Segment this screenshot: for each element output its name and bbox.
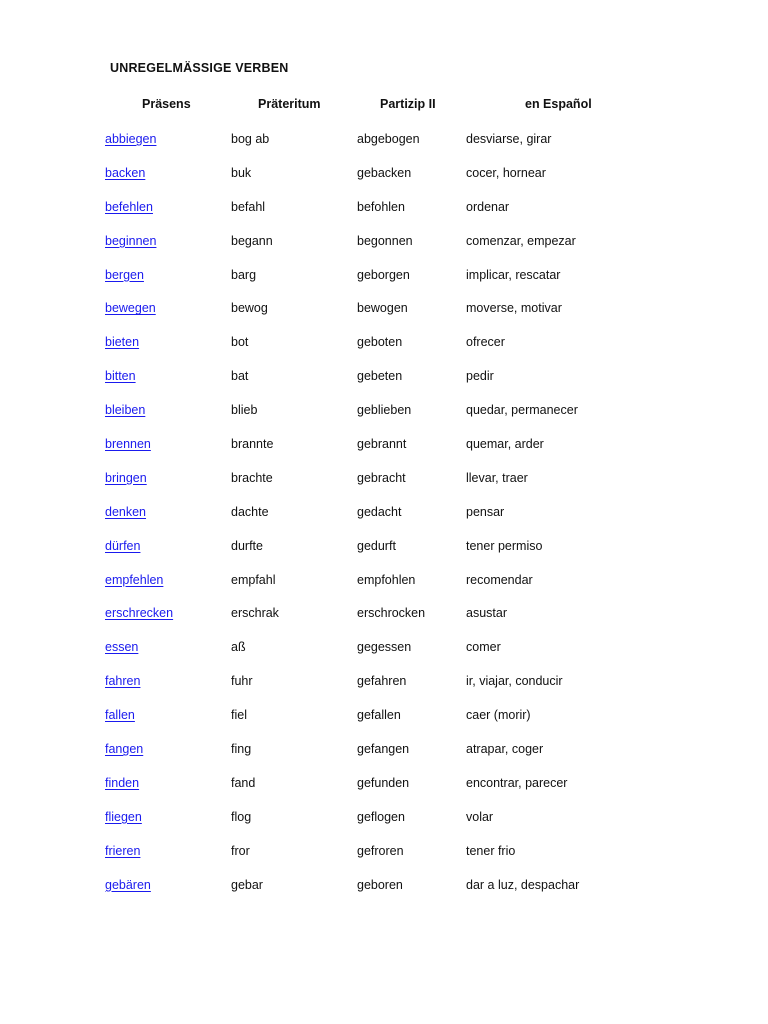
- cell-partizip: geflogen: [357, 809, 405, 824]
- table-row: [0, 200, 768, 234]
- header-partizip: Partizip II: [380, 97, 436, 111]
- cell-prateritum: brannte: [231, 437, 274, 452]
- cell-prasens: [105, 369, 136, 383]
- cell-partizip: gefunden: [357, 775, 410, 790]
- table-row: [0, 403, 768, 437]
- cell-prasens: [105, 776, 139, 790]
- verb-link[interactable]: bitten: [105, 369, 136, 384]
- cell-prasens: [105, 810, 142, 824]
- table-row: [0, 539, 768, 573]
- verb-link[interactable]: essen: [105, 640, 139, 655]
- verb-link[interactable]: fahren: [105, 674, 141, 689]
- cell-prasens: [105, 132, 156, 146]
- table-row: [0, 268, 768, 302]
- table-row: [0, 844, 768, 878]
- table-row: [0, 234, 768, 268]
- cell-partizip: gedacht: [357, 504, 402, 519]
- verb-link[interactable]: bringen: [105, 470, 147, 485]
- verb-link[interactable]: fliegen: [105, 809, 142, 824]
- cell-prateritum: fuhr: [231, 674, 253, 689]
- cell-espanol: volar: [466, 809, 494, 824]
- verb-link[interactable]: empfehlen: [105, 572, 164, 587]
- cell-prasens: [105, 606, 173, 620]
- verb-link[interactable]: brennen: [105, 437, 151, 452]
- cell-partizip: erschrocken: [357, 606, 426, 621]
- cell-prasens: [105, 539, 140, 553]
- cell-espanol: tener permiso: [466, 538, 543, 553]
- cell-prasens: [105, 573, 163, 587]
- cell-prateritum: fror: [231, 843, 250, 858]
- cell-partizip: abgebogen: [357, 132, 420, 146]
- table-row: [0, 573, 768, 607]
- verb-link[interactable]: beginnen: [105, 233, 157, 248]
- cell-prateritum: fand: [231, 775, 256, 790]
- cell-prasens: [105, 640, 138, 654]
- cell-partizip: begonnen: [357, 233, 413, 248]
- cell-espanol: caer (morir): [466, 708, 531, 723]
- table-row: [0, 606, 768, 640]
- cell-prateritum: empfahl: [231, 572, 276, 587]
- cell-partizip: gebracht: [357, 470, 406, 485]
- cell-prateritum: begann: [231, 233, 273, 248]
- cell-espanol: encontrar, parecer: [466, 775, 568, 790]
- table-row: [0, 132, 768, 166]
- cell-prasens: [105, 878, 151, 892]
- cell-partizip: gefangen: [357, 742, 410, 757]
- cell-prateritum: aß: [231, 640, 246, 655]
- cell-prateritum: gebar: [231, 877, 263, 892]
- table-row: [0, 369, 768, 403]
- table-row: [0, 742, 768, 776]
- cell-prasens: [105, 301, 156, 315]
- cell-prasens: [105, 335, 139, 349]
- cell-espanol: cocer, hornear: [466, 165, 546, 180]
- table-row: [0, 776, 768, 810]
- cell-prasens: [105, 437, 151, 451]
- cell-partizip: gegessen: [357, 640, 412, 655]
- header-prasens: Präsens: [142, 97, 191, 111]
- cell-prasens: [105, 403, 145, 417]
- cell-prateritum: blieb: [231, 403, 258, 418]
- cell-prateritum: erschrak: [231, 606, 279, 621]
- verb-link[interactable]: bieten: [105, 335, 140, 350]
- verb-link[interactable]: finden: [105, 775, 140, 790]
- cell-prasens: [105, 505, 146, 519]
- header-espanol: en Español: [525, 97, 592, 111]
- verb-link[interactable]: gebären: [105, 877, 151, 892]
- cell-prateritum: durfte: [231, 538, 263, 553]
- cell-partizip: befohlen: [357, 199, 405, 214]
- verb-link[interactable]: befehlen: [105, 199, 153, 214]
- verb-link[interactable]: bergen: [105, 267, 144, 282]
- cell-espanol: moverse, motivar: [466, 301, 562, 316]
- cell-espanol: llevar, traer: [466, 470, 528, 485]
- cell-partizip: empfohlen: [357, 572, 416, 587]
- cell-espanol: implicar, rescatar: [466, 267, 561, 282]
- cell-prasens: [105, 844, 140, 858]
- cell-partizip: gefahren: [357, 674, 407, 689]
- cell-partizip: gebrannt: [357, 437, 407, 452]
- cell-partizip: geborgen: [357, 267, 410, 282]
- cell-espanol: ofrecer: [466, 335, 505, 350]
- cell-espanol: dar a luz, despachar: [466, 877, 580, 892]
- verb-link[interactable]: frieren: [105, 843, 141, 858]
- cell-espanol: ordenar: [466, 199, 510, 214]
- cell-espanol: tener frio: [466, 843, 516, 858]
- table-row: [0, 505, 768, 539]
- cell-prateritum: fiel: [231, 708, 247, 723]
- cell-prasens: [105, 234, 156, 248]
- cell-prasens: [105, 471, 147, 485]
- verb-link[interactable]: fangen: [105, 742, 144, 757]
- cell-espanol: atrapar, coger: [466, 742, 544, 757]
- cell-partizip: gedurft: [357, 538, 396, 553]
- cell-partizip: gefroren: [357, 843, 404, 858]
- cell-partizip: geboren: [357, 877, 403, 892]
- cell-prateritum: befahl: [231, 199, 266, 214]
- cell-espanol: recomendar: [466, 572, 533, 587]
- verb-table: [0, 132, 768, 911]
- cell-partizip: geboten: [357, 335, 403, 350]
- verb-link[interactable]: fallen: [105, 708, 135, 723]
- cell-prateritum: bat: [231, 369, 249, 384]
- table-row: [0, 708, 768, 742]
- cell-espanol: ir, viajar, conducir: [466, 674, 563, 689]
- cell-espanol: asustar: [466, 606, 507, 621]
- cell-espanol: pensar: [466, 504, 505, 519]
- cell-partizip: gebeten: [357, 369, 403, 384]
- cell-partizip: gefallen: [357, 708, 401, 723]
- cell-prasens: [105, 268, 144, 282]
- cell-prasens: [105, 674, 140, 688]
- cell-prateritum: fing: [231, 742, 252, 757]
- cell-prasens: [105, 708, 135, 722]
- cell-espanol: pedir: [466, 369, 494, 384]
- cell-partizip: gebacken: [357, 165, 412, 180]
- verb-link[interactable]: abbiegen: [105, 132, 157, 146]
- cell-prateritum: brachte: [231, 470, 273, 485]
- cell-partizip: geblieben: [357, 403, 412, 418]
- cell-partizip: bewogen: [357, 301, 408, 316]
- verb-link[interactable]: denken: [105, 504, 147, 519]
- cell-espanol: desviarse, girar: [466, 132, 552, 146]
- cell-espanol: quemar, arder: [466, 437, 544, 452]
- document-title: UNREGELMÄSSIGE VERBEN: [110, 61, 289, 75]
- table-row: [0, 335, 768, 369]
- cell-prateritum: barg: [231, 267, 257, 282]
- table-row: [0, 437, 768, 471]
- verb-link[interactable]: backen: [105, 165, 146, 180]
- cell-prasens: [105, 166, 145, 180]
- cell-prateritum: bewog: [231, 301, 268, 316]
- verb-link[interactable]: dürfen: [105, 538, 141, 553]
- table-row: [0, 674, 768, 708]
- table-row: [0, 301, 768, 335]
- table-row: [0, 166, 768, 200]
- cell-prateritum: buk: [231, 165, 252, 180]
- verb-link[interactable]: bleiben: [105, 403, 146, 418]
- header-prateritum: Präteritum: [258, 97, 321, 111]
- table-row: [0, 640, 768, 674]
- cell-prasens: [105, 200, 153, 214]
- table-row: [0, 471, 768, 505]
- cell-espanol: comenzar, empezar: [466, 233, 576, 248]
- cell-espanol: quedar, permanecer: [466, 403, 578, 418]
- cell-prateritum: dachte: [231, 504, 269, 519]
- cell-prasens: [105, 742, 143, 756]
- verb-link[interactable]: bewegen: [105, 301, 156, 316]
- table-row: [0, 878, 768, 912]
- table-header: [0, 97, 768, 113]
- verb-link[interactable]: erschrecken: [105, 606, 174, 621]
- cell-prateritum: flog: [231, 809, 252, 824]
- cell-prateritum: bot: [231, 335, 249, 350]
- cell-prateritum: bog ab: [231, 132, 270, 146]
- table-row: [0, 810, 768, 844]
- cell-espanol: comer: [466, 640, 501, 655]
